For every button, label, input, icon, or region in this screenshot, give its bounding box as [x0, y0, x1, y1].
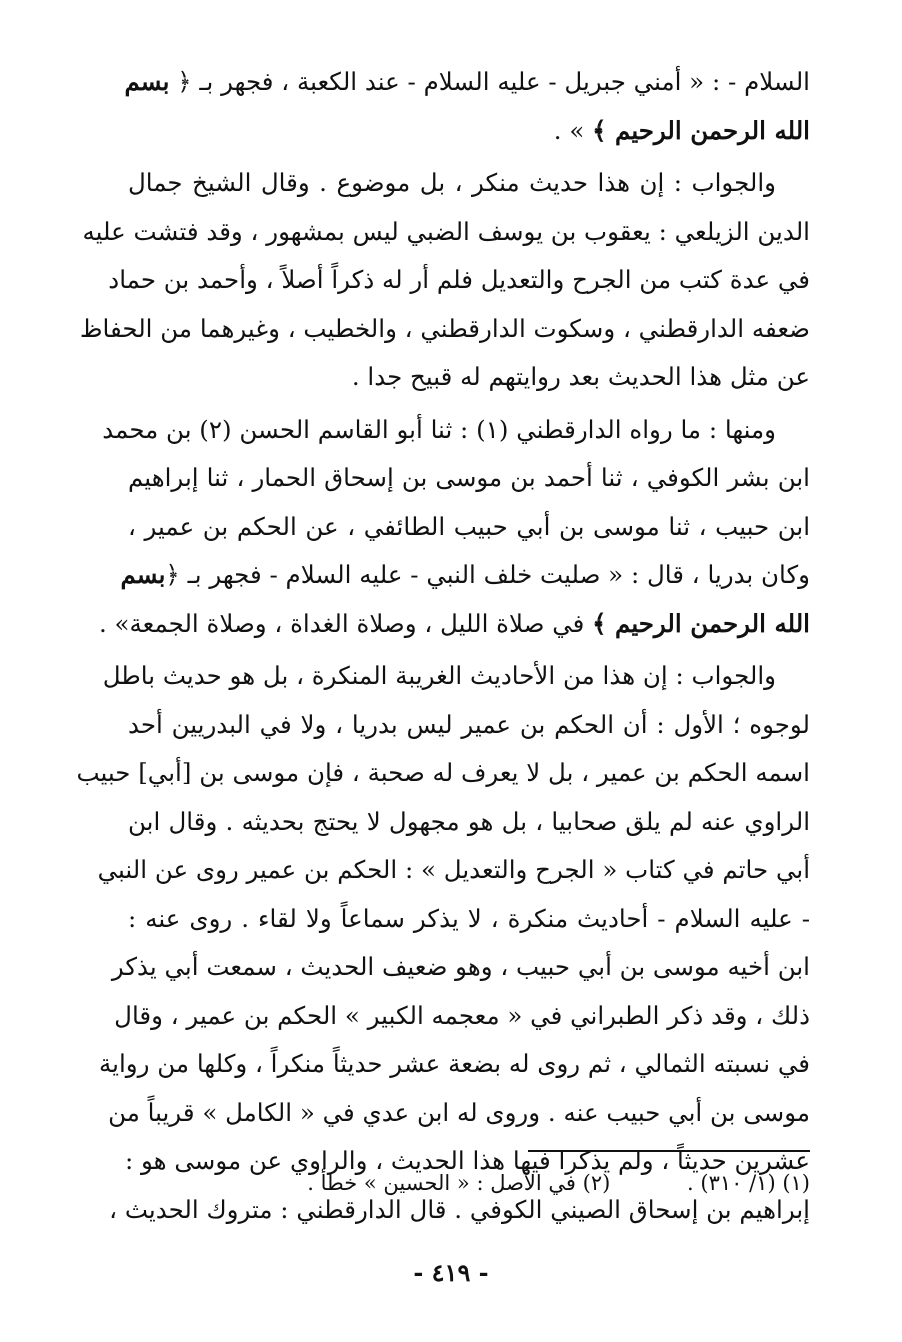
text-line — [76, 749, 810, 798]
line-text: ومنها : ما رواه الدارقطني (١) : ثنا أبو القاسم الحسن (٢) بن محمد — [102, 414, 776, 444]
line-text: أبي حاتم في كتاب « الجرح والتعديل » : الحكم بن عمير روى عن النبي — [97, 855, 810, 884]
page-number: - ٤١٩ - — [413, 1258, 489, 1287]
line-text: في صلاة الليل ، وصلاة الغداة ، وصلاة الجمعة» . — [98, 608, 593, 638]
text-line — [111, 943, 810, 992]
footnote-separator — [528, 1150, 810, 1152]
text-line — [128, 159, 810, 208]
text-line — [102, 652, 810, 701]
line-text: ابن بشر الكوفي ، ثنا أحمد بن موسى بن إسحاق الحمار ، ثنا إبراهيم — [128, 463, 810, 492]
line-text: ضعفه الدارقطني ، وسكوت الدارقطني ، والخطيب ، وغيرهما من الحفاظ — [79, 313, 810, 343]
text-line — [102, 406, 810, 455]
text-line — [108, 1089, 810, 1138]
text-line — [114, 992, 810, 1041]
text-line — [97, 846, 810, 895]
text-line — [124, 58, 810, 107]
basmala-text: بسم — [120, 560, 166, 589]
line-text: ذلك ، وقد ذكر الطبراني في « معجمه الكبير » الحكم بن عمير ، وقال — [114, 1000, 810, 1030]
main-text — [76, 58, 810, 1238]
line-text: عن مثل هذا الحديث بعد روايتهم له قبيح جدا . — [351, 362, 810, 391]
line-text: الراوي عنه لم يلق صحابيا ، بل هو مجهول لا يحتج بحديثه . وقال ابن — [128, 806, 810, 836]
text-line — [98, 600, 810, 649]
paragraph — [124, 58, 810, 155]
text-line — [108, 256, 810, 305]
text-line — [128, 895, 810, 944]
line-text: في نسبته الثمالي ، ثم روى له بضعة عشر حديثاً منكراً ، وكلها من رواية — [99, 1049, 810, 1078]
line-text: وكان بدريا ، قال : « صليت خلف النبي - عليه السلام - فجهر بـ ﴿ — [165, 560, 810, 589]
text-line — [128, 503, 810, 552]
paragraph — [79, 159, 810, 402]
line-text: عشرين حديثاً ، ولم يذكرا فيها هذا الحديث ، والراوي عن موسى هو : — [124, 1146, 810, 1175]
line-text: » . — [553, 115, 593, 145]
line-text: ابن حبيب ، ثنا موسى بن أبي حبيب الطائفي ، عن الحكم بن عمير ، — [128, 511, 810, 541]
text-line — [128, 353, 810, 402]
line-text: ابن أخيه موسى بن أبي حبيب ، وهو ضعيف الحديث ، سمعت أبي يذكر — [111, 952, 810, 981]
text-line — [128, 454, 810, 503]
line-text: إبراهيم بن إسحاق الصيني الكوفي . قال الدارقطني : متروك الحديث ، — [109, 1194, 810, 1224]
line-text: والجواب : إن هذا حديث منكر ، بل موضوع . وقال الشيخ جمال — [128, 168, 776, 197]
text-line — [120, 551, 810, 600]
line-text: لوجوه ؛ الأول : أن الحكم بن عمير ليس بدريا ، ولا في البدريين أحد — [128, 709, 810, 739]
line-text: موسى بن أبي حبيب عنه . وروى له ابن عدي في « الكامل » قريباً من — [108, 1097, 810, 1127]
line-text: والجواب : إن هذا من الأحاديث الغريبة المنكرة ، بل هو حديث باطل — [102, 661, 776, 690]
footnote-2: (٢) في الأصل : « الحسين » خطأ . — [307, 1171, 611, 1195]
basmala-text: بسم — [124, 67, 170, 96]
line-text: السلام - : « أمني جبريل - عليه السلام - عند الكعبة ، فجهر بـ ﴿ — [169, 67, 810, 96]
paragraph — [98, 406, 810, 649]
line-text: الدين الزيلعي : يعقوب بن يوسف الضبي ليس بمشهور ، وقد فتشت عليه — [82, 216, 810, 246]
text-line — [128, 701, 810, 750]
line-text: اسمه الحكم بن عمير ، بل لا يعرف له صحبة ، فإن موسى بن [أبي] حبيب — [76, 758, 810, 787]
paragraph — [76, 652, 810, 1234]
text-line — [99, 1040, 810, 1089]
text-line — [128, 107, 810, 156]
text-line — [79, 305, 810, 354]
line-text: في عدة كتب من الجرح والتعديل فلم أر له ذكراً أصلاً ، وأحمد بن حماد — [108, 265, 810, 294]
basmala-text: الله الرحمن الرحيم ﴾ — [592, 115, 810, 145]
footnote-1: (١) (١/ ٣١٠) . — [687, 1171, 810, 1195]
footnotes — [128, 1165, 810, 1201]
basmala-text: الله الرحمن الرحيم ﴾ — [592, 608, 810, 638]
text-line — [128, 798, 810, 847]
text-line — [82, 208, 810, 257]
line-text: - عليه السلام - أحاديث منكرة ، لا يذكر سماعاً ولا لقاء . روى عنه : — [128, 903, 810, 933]
